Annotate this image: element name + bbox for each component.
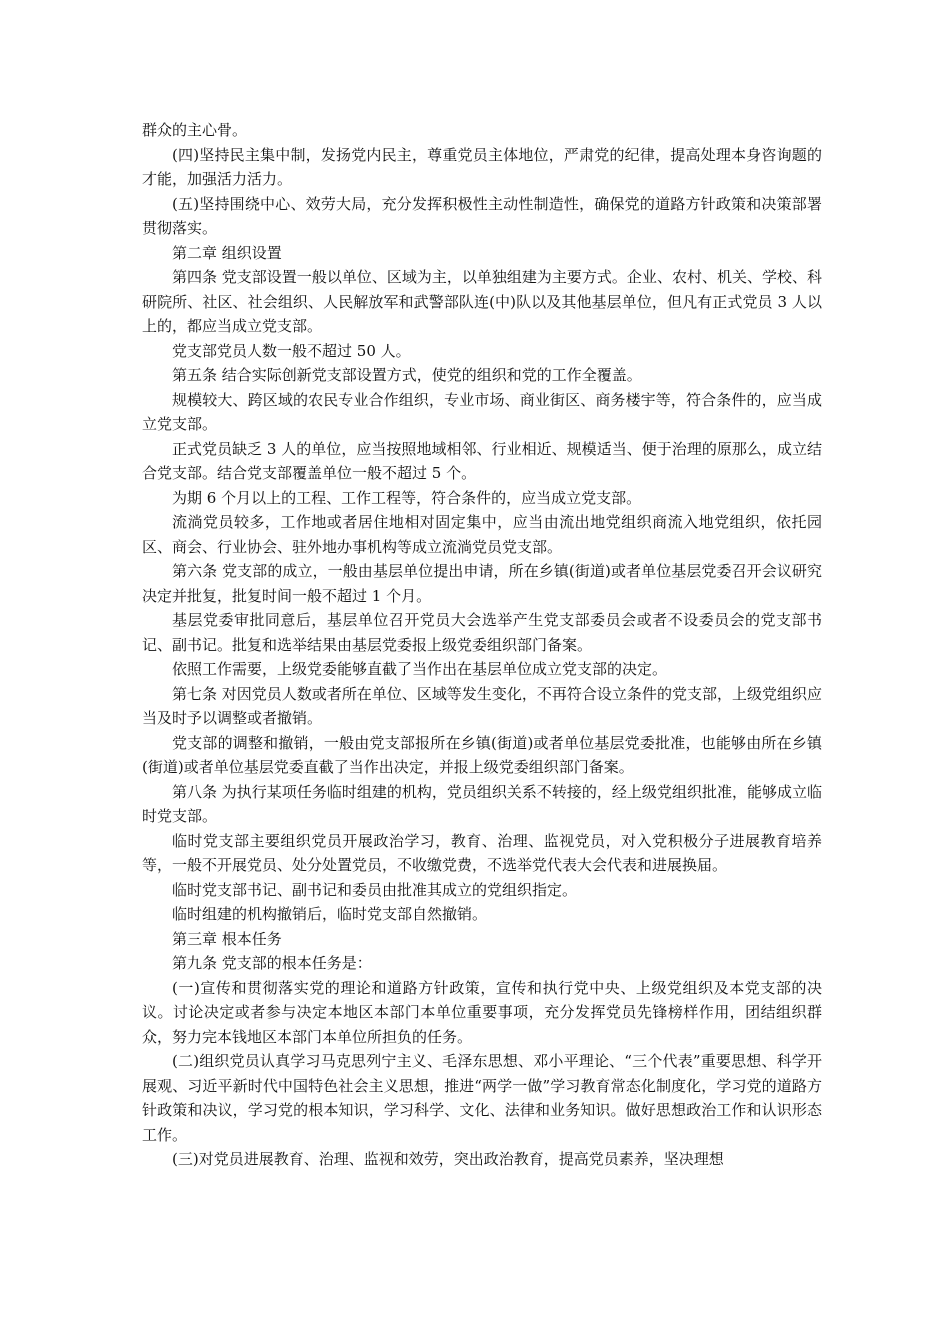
list-item: (二)组织党员认真学习马克思列宁主义、毛泽东思想、邓小平理论、“三个代表”重要思想、科学开展观、习近平新时代中国特色社会主义思想，推进“两学一做”学习教育常态化制度化，学习党的道路方针政策和决议，学习党的根本知识，学习科学、文化、法律和业务知识。做好思想政治工作和认识形态工作。 — [142, 1052, 822, 1144]
paragraph: 依照工作需要，上级党委能够直截了当作出在基层单位成立党支部的决定。 — [172, 660, 668, 678]
article-paragraph: 第四条 党支部设置一般以单位、区域为主，以单独组建为主要方式。企业、农村、机关、学校、科研院所、社区、社会组织、人民解放军和武警部队连(中)队以及其他基层单位，但凡有正式党员 3 人以上的，都应当成立党支部。 — [142, 268, 822, 335]
paragraph: 党支部党员人数一般不超过 50 人。 — [172, 341, 411, 360]
paragraph: 流淌党员较多，工作地或者居住地相对固定集中，应当由流出地党组织商流入地党组织，依托园区、商会、行业协会、驻外地办事机构等成立流淌党员党支部。 — [142, 513, 822, 556]
paragraph: 为期 6 个月以上的工程、工作工程等，符合条件的，应当成立党支部。 — [172, 488, 642, 507]
document-body — [142, 118, 822, 1172]
list-item: (一)宣传和贯彻落实党的理论和道路方针政策，宣传和执行党中央、上级党组织及本党支部的决议。讨论决定或者参与决定本地区本部门本单位重要事项，充分发挥党员先锋榜样作用，团结组织群众，努力完本钱地区本部门本单位所担负的任务。 — [142, 978, 822, 1046]
article-paragraph: 第九条 党支部的根本任务是： — [172, 954, 372, 972]
article-paragraph: 第六条 党支部的成立，一般由基层单位提出申请，所在乡镇(街道)或者单位基层党委召开会议研究决定并批复，批复时间一般不超过 1 个月。 — [142, 562, 822, 605]
article-paragraph: 第五条 结合实际创新党支部设置方式，使党的组织和党的工作全覆盖。 — [172, 366, 642, 384]
paragraph: 临时党支部主要组织党员开展政治学习，教育、治理、监视党员，对入党积极分子进展教育培养等，一般不开展党员、处分处置党员，不收缴党费，不选举党代表大会代表和进展换届。 — [142, 831, 822, 874]
paragraph: 临时党支部书记、副书记和委员由批准其成立的党组织指定。 — [172, 880, 578, 899]
paragraph: (四)坚持民主集中制，发扬党内民主，尊重党员主体地位，严肃党的纪律，提高处理本身咨询题的才能，加强活力活力。 — [142, 145, 822, 188]
chapter-heading: 第三章 根本任务 — [172, 929, 282, 948]
paragraph: 党支部的调整和撤销，一般由党支部报所在乡镇(街道)或者单位基层党委批准，也能够由所在乡镇(街道)或者单位基层党委直截了当作出决定，并报上级党委组织部门备案。 — [142, 733, 822, 776]
paragraph: 群众的主心骨。 — [142, 121, 248, 139]
article-paragraph: 第八条 为执行某项任务临时组建的机构，党员组织关系不转接的，经上级党组织批准，能够成立临时党支部。 — [142, 782, 822, 825]
paragraph: 规模较大、跨区域的农民专业合作组织，专业市场、商业街区、商务楼宇等，符合条件的，应当成立党支部。 — [142, 390, 822, 433]
paragraph: 临时组建的机构撤销后，临时党支部自然撤销。 — [172, 905, 488, 923]
article-paragraph: 第七条 对因党员人数或者所在单位、区域等发生变化，不再符合设立条件的党支部，上级党组织应当及时予以调整或者撤销。 — [142, 684, 822, 727]
chapter-heading: 第二章 组织设置 — [172, 243, 282, 262]
paragraph: (五)坚持围绕中心、效劳大局，充分发挥积极性主动性制造性，确保党的道路方针政策和决策部署贯彻落实。 — [142, 194, 822, 237]
paragraph: 基层党委审批同意后，基层单位召开党员大会选举产生党支部委员会或者不设委员会的党支部书记、副书记。批复和选举结果由基层党委报上级党委组织部门备案。 — [142, 611, 822, 654]
paragraph: 正式党员缺乏 3 人的单位，应当按照地域相邻、行业相近、规模适当、便于治理的原那么，成立结合党支部。结合党支部覆盖单位一般不超过 5 个。 — [142, 439, 822, 482]
list-item: (三)对党员进展教育、治理、监视和效劳，突出政治教育，提高党员素养，坚决理想 — [172, 1150, 724, 1168]
